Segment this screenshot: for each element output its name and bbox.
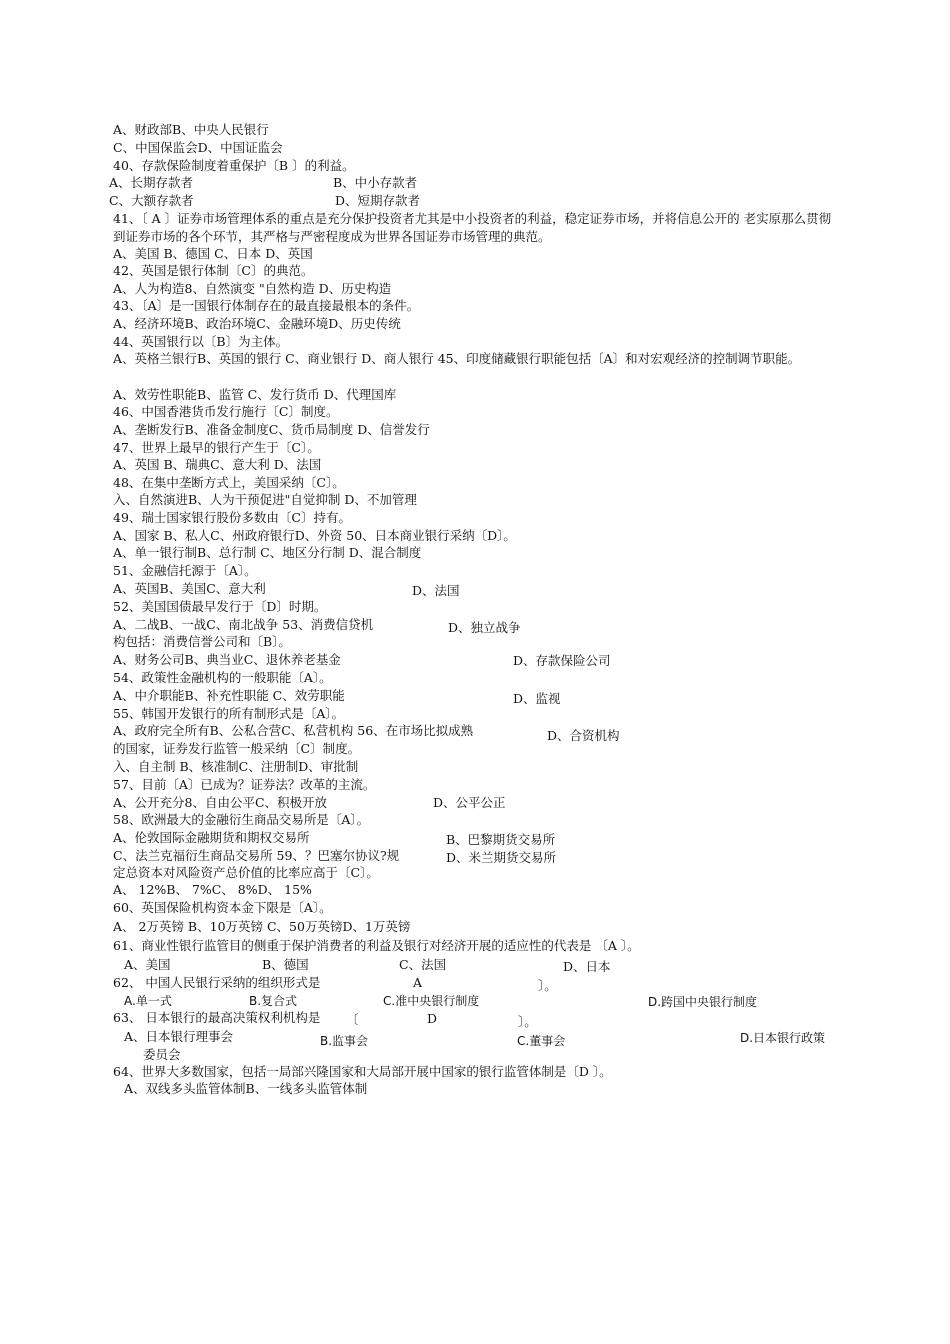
option-line: A、政府完全所有B、公私合营C、私营机构 56、在市场比拟成熟 [113, 723, 474, 738]
option-line: D、存款保险公司 [513, 653, 611, 668]
answer-mark: 〔 [346, 1012, 359, 1027]
option-line: B.复合式 [249, 994, 298, 1008]
option-line: D、米兰期货交易所 [446, 850, 557, 865]
option-line: C、大额存款者 [109, 193, 194, 208]
option-line: A、国家 B、私人C、州政府银行D、外资 50、日本商业银行采纳〔D〕。 [113, 528, 516, 543]
question-line: 51、金融信托源于〔A〕。 [113, 563, 257, 578]
question-paragraph: 41、〔 A 〕证券市场管理体系的重点是充分保护投资者尤其是中小投资者的利益，稳定证券市场，并将信息公开的 老实原那么贯彻到证券市场的各个环节，其严格与严密程度成为世界各国证券市场管理的典范。 [113, 211, 832, 244]
option-line: D、合资机构 [547, 728, 620, 743]
question-line: 43、〔A〕是一国银行体制存在的最直接最根本的条件。 [113, 298, 420, 313]
question-line: 〕。 [518, 1014, 537, 1029]
answer-mark: D [427, 1011, 438, 1026]
option-line: A、单一银行制B、总行制 C、地区分行制 D、混合制度 [113, 545, 422, 560]
question-line: 58、欧洲最大的金融衍生商品交易所是〔A〕。 [113, 812, 370, 827]
option-line: B、巴黎期货交易所 [446, 832, 556, 847]
answer-mark: A [413, 975, 423, 990]
question-line: 46、中国香港货币发行施行〔C〕制度。 [113, 404, 339, 419]
question-line: 48、在集中垄断方式上，美国采纳〔C〕。 [113, 475, 345, 490]
option-line: D、公平公正 [433, 795, 506, 810]
option-line: D.跨国中央银行制度 [648, 995, 758, 1009]
option-line: A、双线多头监管体制B、一线多头监管体制 [124, 1081, 368, 1096]
option-line: A.单一式 [124, 994, 172, 1008]
option-line: D、日本 [563, 959, 611, 974]
option-line: 委员会 [143, 1047, 181, 1062]
question-line: 42、英国是银行体制〔C〕的典范。 [113, 263, 314, 278]
question-line: 44、英国银行以〔B〕为主体。 [113, 334, 289, 349]
option-line: C、法兰克福衍生商品交易所 59、？巴塞尔协议?规 [113, 848, 400, 863]
option-line: C、法国 [399, 957, 447, 972]
option-line: B、德国 [262, 957, 309, 972]
option-line: A、日本银行理事会 [124, 1029, 234, 1044]
option-line: A、财政部B、中央人民银行 [113, 122, 269, 137]
question-line: 60、英国保险机构资本金下限是〔A〕。 [113, 900, 332, 915]
option-line: B.监事会 [320, 1034, 369, 1048]
option-line: A、经济环境B、政治环境C、金融环境D、历史传统 [113, 316, 401, 331]
option-line: 入、自主制 B、核准制C、注册制D、审批制 [113, 759, 359, 774]
question-paragraph: A、英格兰银行B、英国的银行 C、商业银行 D、商人银行 45、印度储藏银行职能包括〔A〕和对宏观经济的控制调节职能。 [113, 351, 801, 366]
option-line: A、美国 [124, 957, 171, 972]
question-line: 63、 日本银行的最高决策权利机构是 [113, 1010, 321, 1025]
option-line: A、 2万英镑 B、10万英镑 C、50万英镑D、1万英镑 [113, 919, 411, 934]
option-line: A、公开充分8、自由公平C、积极开放 [113, 795, 328, 810]
option-line: A、人为构造8、自然演变 "自然构造 D、历史构造 [113, 281, 392, 296]
question-line: 49、瑞士国家银行股份多数由〔C〕持有。 [113, 510, 351, 525]
question-line: 47、世界上最早的银行产生于〔C〕。 [113, 440, 320, 455]
option-line: C.准中央银行制度 [383, 994, 480, 1008]
option-line: A、中介职能B、补充性职能 C、效劳职能 [113, 688, 345, 703]
option-line: A、 12%B、 7%C、 8%D、 15% [113, 882, 312, 897]
option-line: A、伦敦国际金融期货和期权交易所 [113, 830, 310, 845]
option-line: B、中小存款者 [333, 175, 418, 190]
question-line: 〕。 [538, 978, 557, 993]
option-line: D、法国 [412, 583, 460, 598]
option-line: D、独立战争 [448, 620, 521, 635]
option-line: A、二战B、一战C、南北战争 53、消费信贷机 [113, 617, 374, 632]
option-line: D、短期存款者 [335, 193, 421, 208]
option-line: A、美国 B、德国 C、日本 D、英国 [113, 246, 313, 261]
question-line: 61、商业性银行监管目的侧重于保护消费者的利益及银行对经济开展的适应性的代表是 〔A 〕。 [113, 938, 640, 953]
question-line: 64、世界大多数国家，包括一局部兴隆国家和大局部开展中国家的银行监管体制是〔D 〕。 [113, 1064, 612, 1079]
question-line: 构包括：消费信誉公司和〔B〕。 [113, 634, 291, 649]
question-line: 54、政策性金融机构的一般职能〔A〕。 [113, 670, 332, 685]
question-line: 57、目前〔A〕已成为？证券法？改革的主流。 [113, 777, 376, 792]
question-line: 40、存款保险制度着重保护〔B 〕的利益。 [113, 158, 355, 173]
question-line: 55、韩国开发银行的所有制形式是〔A〕。 [113, 706, 345, 721]
option-line: A、垄断发行B、准备金制度C、货币局制度 D、信誉发行 [113, 422, 430, 437]
question-line: 的国家，证券发行监管一般采纳〔C〕制度。 [113, 741, 361, 756]
question-line: 定总资本对风险资产总价值的比率应高于〔C〕。 [113, 865, 379, 880]
option-line: C、中国保监会D、中国证监会 [113, 140, 283, 155]
option-line: A、英国 B、瑞典C、意大利 D、法国 [113, 457, 322, 472]
question-line: 62、 中国人民银行采纳的组织形式是 [113, 975, 321, 990]
option-line: A、效劳性职能B、监管 C、发行货币 D、代理国库 [113, 387, 397, 402]
option-line: A、财务公司B、典当业C、退休养老基金 [113, 652, 341, 667]
option-line: A、英国B、美国C、意大利 [113, 581, 266, 596]
option-line: C.董事会 [517, 1034, 566, 1048]
option-line: D.日本银行政策 [740, 1031, 826, 1045]
question-line: 52、美国国债最早发行于〔D〕时期。 [113, 599, 327, 614]
option-line: 入、自然演进B、人为干预促进"自觉抑制 D、不加管理 [113, 492, 417, 507]
option-line: D、监视 [513, 691, 561, 706]
option-line: A、长期存款者 [109, 175, 194, 190]
